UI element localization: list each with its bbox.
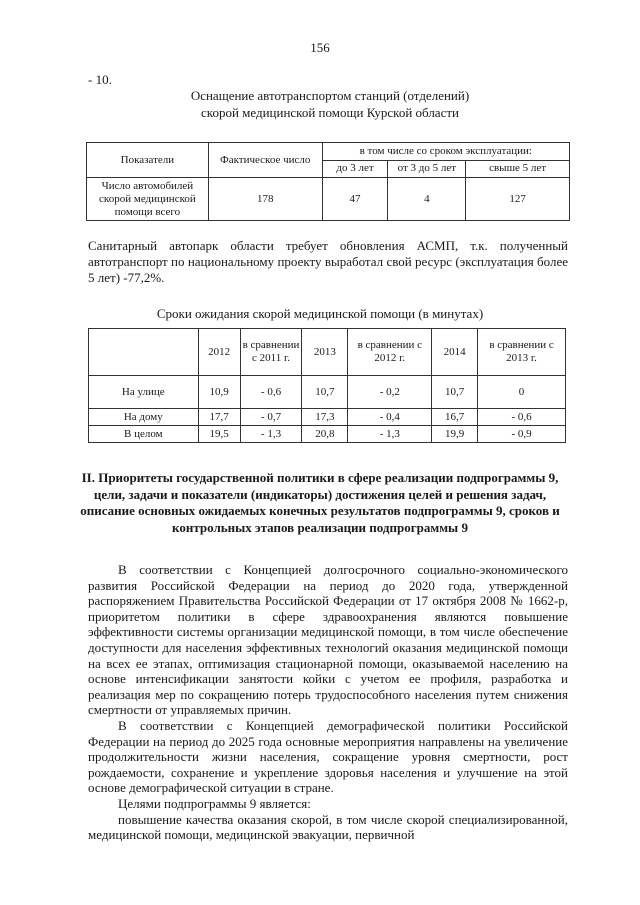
table2-cell: - 0,2 <box>348 376 432 409</box>
table2-cell: 19,5 <box>198 426 240 443</box>
body-text <box>88 562 568 843</box>
table2-cell: - 1,3 <box>348 426 432 443</box>
waiting-time-table <box>88 328 566 443</box>
table1-title <box>130 87 530 121</box>
table1-subheader: свыше 5 лет <box>466 160 570 178</box>
table2-header: 2014 <box>432 329 478 376</box>
table2-cell: 10,7 <box>302 376 348 409</box>
table1-cell: 47 <box>322 178 388 221</box>
table2-header-blank <box>89 329 199 376</box>
table2-cell: 17,7 <box>198 409 240 426</box>
table2-cell: 20,8 <box>302 426 348 443</box>
table2-header: 2013 <box>302 329 348 376</box>
table1-subheader: до 3 лет <box>322 160 388 178</box>
table2-cell: 19,9 <box>432 426 478 443</box>
body-paragraph: В соответствии с Концепцией демографической политики Российской Федерации на период до 2025 года основные мероприятия направлены на увеличение продолжительности жизни населения, сокращение уровня смертности, рост рождаемости, сохранение и укрепление здоровья населения и улучшение на этой основе демографической ситуации в стране. <box>88 717 568 796</box>
table2-cell: 16,7 <box>432 409 478 426</box>
table2-cell: - 1,3 <box>240 426 302 443</box>
body-paragraph: Целями подпрограммы 9 является: <box>118 795 311 811</box>
table1-title-line1: Оснащение автотранспортом станций (отделений) <box>190 88 470 103</box>
table2-cell: 0 <box>478 376 566 409</box>
body-paragraph: В соответствии с Концепцией долгосрочного социально-экономического развития Российской Федерации на период до 2020 года, утвержденной распоряжением Правительства Российской Федерации от 17 октября 2008 № 1662-р, приоритетом политики в сфере здравоохранения являются повышение эффективности системы организации медицинской помощи, в том числе обеспечение доступности для населения эффективных технологий оказания медицинской помощи на всех ее этапах, оптимизация стационарной помощи, оказываемой населению на основе интенсификации занятости койки с учетом ее профиля, разработка и реализация мер по сокращению потерь трудоспособного населения путем снижения смертности от управляемых причин. <box>88 562 568 718</box>
table2-row-label: В целом <box>89 426 199 443</box>
table2-row-label: На улице <box>89 376 199 409</box>
ambulance-fleet-table <box>86 142 570 221</box>
table2-cell: - 0,9 <box>478 426 566 443</box>
table2-cell: - 0,7 <box>240 409 302 426</box>
table2-cell: 17,3 <box>302 409 348 426</box>
table2-cell: - 0,6 <box>240 376 302 409</box>
table2-header: в сравнении с 2013 г. <box>478 329 566 376</box>
table1-header-indicator: Показатели <box>87 143 209 178</box>
table1-cell: 178 <box>208 178 322 221</box>
table1-title-line2: скорой медицинской помощи Курской области <box>201 105 459 120</box>
table2-header: 2012 <box>198 329 240 376</box>
table2-cell: - 0,6 <box>478 409 566 426</box>
section-heading: II. Приоритеты государственной политики в сфере реализации подпрограммы 9, цели, задачи и показатели (индикаторы) достижения целей и решения задач, описание основных ожидаемых конечных результатов подпрограммы 9, сроков и контрольных этапов реализации подпрограммы 9 <box>80 470 560 535</box>
table1-cell: 4 <box>388 178 466 221</box>
table2-row-label: На дому <box>89 409 199 426</box>
table1-cell: 127 <box>466 178 570 221</box>
table1-header-group: в том числе со сроком эксплуатации: <box>322 143 569 161</box>
fleet-paragraph: Санитарный автопарк области требует обновления АСМП, т.к. полученный автотранспорт по национальному проекту выработал свой ресурс (эксплуатация более 5 лет) -77,2%. <box>88 238 568 285</box>
table1-subheader: от 3 до 5 лет <box>388 160 466 178</box>
table1-header-actual: Фактическое число <box>208 143 322 178</box>
page-number: 156 <box>310 40 330 55</box>
table2-title: Сроки ожидания скорой медицинской помощи (в минутах) <box>156 306 484 321</box>
table2-cell: 10,7 <box>432 376 478 409</box>
table-marker: - 10. <box>88 72 112 87</box>
table2-header: в сравнении с 2011 г. <box>240 329 302 376</box>
table2-cell: 10,9 <box>198 376 240 409</box>
table1-row-label: Число автомобилей скорой медицинской помощи всего <box>87 178 209 221</box>
body-paragraph: повышение качества оказания скорой, в том числе скорой специализированной, медицинской помощи, медицинской эвакуации, первичной <box>88 811 568 843</box>
table2-header: в сравнении с 2012 г. <box>348 329 432 376</box>
table2-cell: - 0,4 <box>348 409 432 426</box>
